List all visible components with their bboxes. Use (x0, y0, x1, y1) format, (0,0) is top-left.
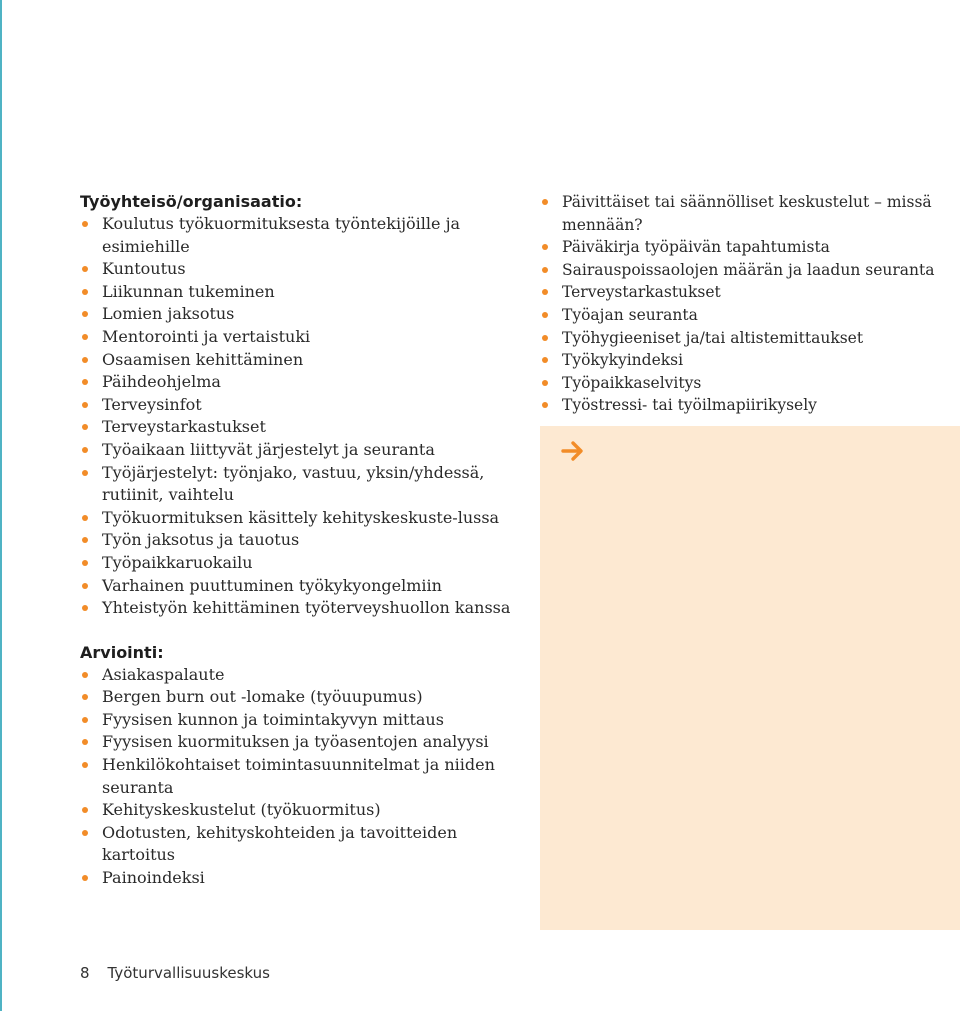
list-item-text: Työaikaan liittyvät järjestelyt ja seuranta (102, 439, 435, 459)
page-number: 8 (80, 964, 90, 982)
bullet-icon (82, 221, 88, 227)
bullet-icon (82, 560, 88, 566)
bullet-icon (542, 335, 548, 341)
note-box (540, 426, 960, 930)
section-heading-organisation: Työyhteisö/organisaatio: (80, 192, 303, 211)
list-item-text: Päihdeohjelma (102, 372, 221, 392)
list-item (80, 326, 520, 349)
bullet-icon (82, 379, 88, 385)
list-item (80, 462, 520, 507)
list-item (80, 349, 520, 372)
bullet-icon (82, 402, 88, 408)
list-item (540, 281, 960, 304)
bullet-icon (82, 605, 88, 611)
section-heading-evaluation: Arviointi: (80, 642, 164, 662)
bullet-icon (542, 402, 548, 408)
bullet-icon (82, 357, 88, 363)
list-item-text: Työpaikkaselvitys (562, 373, 702, 392)
bullet-icon (82, 830, 88, 836)
list-item (540, 304, 960, 327)
evaluation-list (80, 664, 520, 890)
section-spacer (80, 620, 520, 642)
list-item (80, 686, 520, 709)
bullet-icon (82, 515, 88, 521)
monitoring-list (540, 191, 960, 417)
arrow-right-icon (560, 438, 586, 464)
list-item (80, 394, 520, 417)
bullet-icon (82, 875, 88, 881)
list-item-text: Terveystarkastukset (102, 417, 266, 437)
list-item-text: Työhygieeniset ja/tai altistemittaukset (562, 328, 864, 347)
list-item-text: Työstressi- tai työilmapiirikysely (562, 396, 817, 415)
list-item (80, 575, 520, 598)
bullet-icon (82, 470, 88, 476)
list-item-text: Kuntoutus (102, 259, 186, 279)
list-item (80, 731, 520, 754)
list-item-text: Päivittäiset tai säännölliset keskustelut – missä mennään? (562, 193, 932, 234)
bullet-icon (82, 537, 88, 543)
list-item-text: Asiakaspalaute (102, 664, 225, 684)
list-item-text: Työkuormituksen käsittely kehityskeskuste-lussa (102, 507, 500, 527)
list-item-text: Työjärjestelyt: työnjako, vastuu, yksin/yhdessä, rutiinit, vaihtelu (102, 462, 485, 505)
list-item (80, 213, 520, 258)
list-item (80, 258, 520, 281)
list-item (540, 394, 960, 417)
list-item (80, 822, 520, 867)
bullet-icon (82, 334, 88, 340)
list-item (80, 416, 520, 439)
list-item (540, 191, 960, 236)
list-item (540, 236, 960, 259)
list-item (80, 867, 520, 890)
bullet-icon (542, 357, 548, 363)
bullet-icon (82, 717, 88, 723)
page-edge-line (0, 0, 2, 1011)
section-organisation (80, 191, 520, 620)
list-item (540, 327, 960, 350)
list-item (80, 371, 520, 394)
bullet-icon (82, 311, 88, 317)
list-item-text: Työkykyindeksi (562, 351, 684, 370)
list-item-text: Varhainen puuttuminen työkykyongelmiin (102, 575, 442, 595)
list-item-text: Lomien jaksotus (102, 304, 235, 324)
list-item-text: Henkilökohtaiset toimintasuunnitelmat ja niiden seuranta (102, 755, 495, 797)
list-item-text: Päiväkirja työpäivän tapahtumista (562, 238, 830, 257)
left-column (80, 191, 520, 890)
list-item-text: Työajan seuranta (562, 305, 698, 324)
list-item (80, 754, 520, 799)
list-item (540, 349, 960, 372)
bullet-icon (542, 267, 548, 273)
bullet-icon (82, 694, 88, 700)
bullet-icon (82, 762, 88, 768)
list-item-text: Terveystarkastukset (562, 283, 721, 302)
list-item-text: Liikunnan tukeminen (102, 281, 275, 301)
bullet-icon (542, 199, 548, 205)
list-item (80, 552, 520, 575)
organisation-list (80, 213, 520, 620)
list-item-text: Mentorointi ja vertaistuki (102, 326, 311, 346)
bullet-icon (82, 672, 88, 678)
list-item (80, 507, 520, 530)
list-item-text: Kehityskeskustelut (työkuormitus) (102, 800, 381, 820)
right-column (540, 191, 960, 417)
bullet-icon (82, 739, 88, 745)
list-item (80, 597, 520, 620)
list-item-text: Sairauspoissaolojen määrän ja laadun seuranta (562, 260, 935, 279)
list-item-text: Koulutus työkuormituksesta työntekijöille ja esimiehille (102, 214, 461, 256)
bullet-icon (82, 424, 88, 430)
bullet-icon (542, 312, 548, 318)
page-footer (80, 963, 270, 983)
list-item-text: Painoindeksi (102, 868, 205, 888)
list-item (540, 372, 960, 395)
list-item-text: Työn jaksotus ja tauotus (102, 530, 300, 550)
bullet-icon (82, 447, 88, 453)
section-evaluation (80, 642, 520, 890)
bullet-icon (82, 289, 88, 295)
list-item-text: Terveysinfot (102, 394, 202, 414)
bullet-icon (542, 380, 548, 386)
publisher-name: Työturvallisuuskeskus (107, 964, 270, 982)
list-item (80, 281, 520, 304)
list-item-text: Fyysisen kunnon ja toimintakyvyn mittaus (102, 709, 444, 729)
list-item-text: Työpaikkaruokailu (102, 552, 253, 572)
list-item (80, 799, 520, 822)
bullet-icon (82, 807, 88, 813)
list-item-text: Fyysisen kuormituksen ja työasentojen analyysi (102, 732, 489, 752)
list-item-text: Osaamisen kehittäminen (102, 349, 304, 369)
list-item-text: Odotusten, kehityskohteiden ja tavoitteiden kartoitus (102, 822, 458, 865)
list-item (80, 303, 520, 326)
list-item-text: Yhteistyön kehittäminen työterveyshuollon kanssa (102, 598, 511, 618)
list-item (80, 664, 520, 687)
list-item-text: Bergen burn out -lomake (työuupumus) (102, 687, 423, 707)
list-item (540, 259, 960, 282)
list-item (80, 529, 520, 552)
list-item (80, 439, 520, 462)
bullet-icon (542, 244, 548, 250)
bullet-icon (82, 583, 88, 589)
list-item (80, 709, 520, 732)
bullet-icon (82, 266, 88, 272)
bullet-icon (542, 289, 548, 295)
